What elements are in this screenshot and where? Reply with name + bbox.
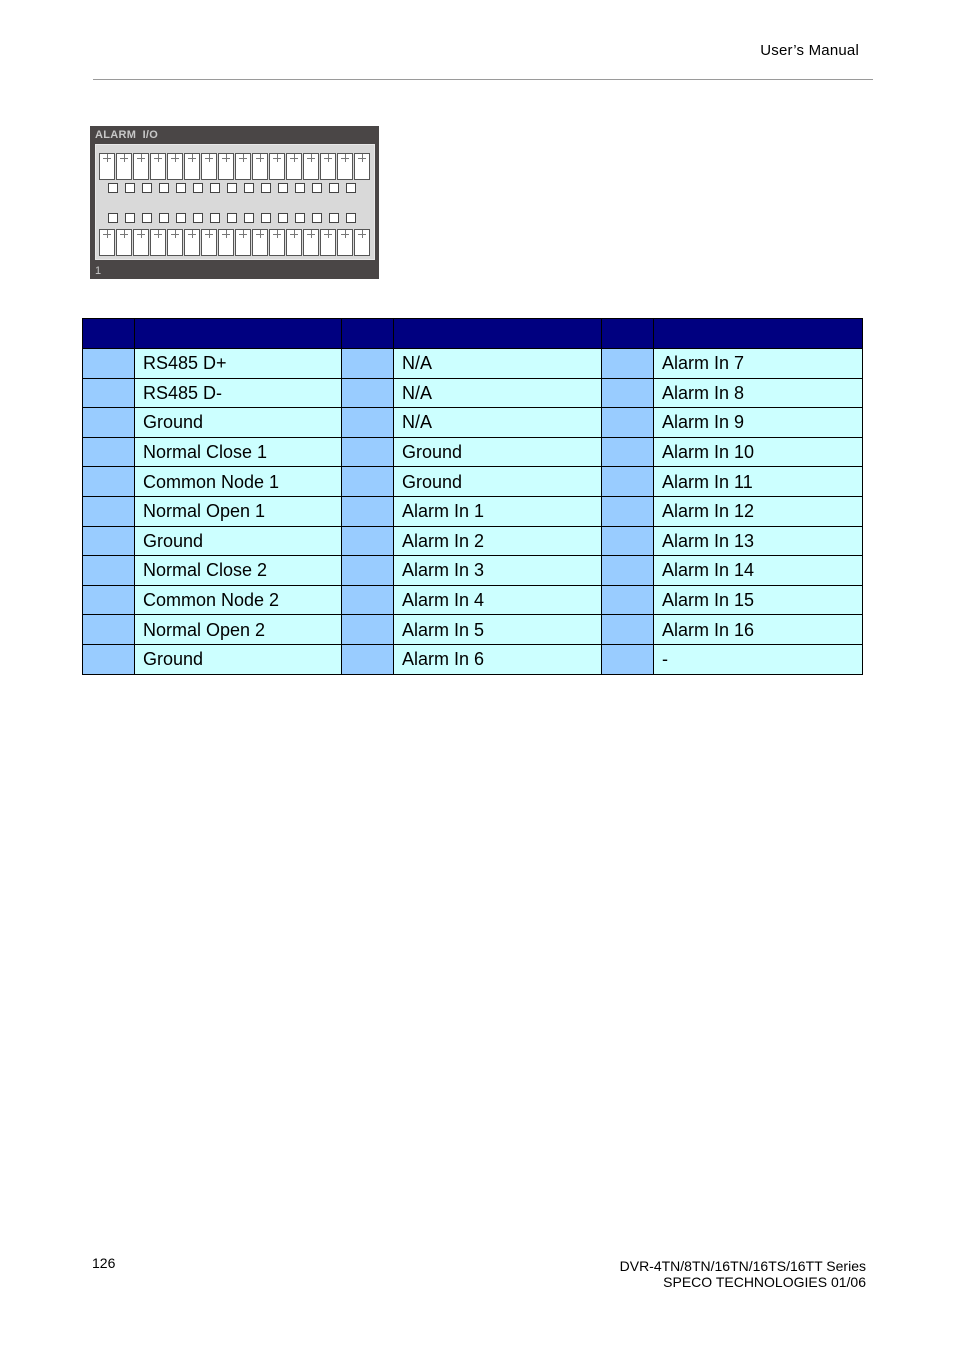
terminal-screw — [252, 229, 268, 256]
terminal-indicator — [329, 183, 339, 193]
pin-cell — [602, 349, 654, 379]
pin-cell — [602, 526, 654, 556]
header-cell — [602, 319, 654, 349]
function-cell: Normal Close 2 — [135, 556, 342, 586]
pin-cell — [602, 467, 654, 497]
pin-cell — [342, 644, 394, 674]
terminal-screw — [116, 229, 132, 256]
terminal-screw — [320, 229, 336, 256]
terminal-indicator — [261, 213, 271, 223]
header-cell — [342, 319, 394, 349]
pin-cell — [342, 556, 394, 586]
running-header: User’s Manual — [760, 42, 859, 59]
function-cell: RS485 D+ — [135, 349, 342, 379]
terminal-screw — [269, 229, 285, 256]
terminal-screw — [201, 229, 217, 256]
pin-cell — [83, 408, 135, 438]
terminal-indicator — [227, 183, 237, 193]
terminal-indicator — [278, 213, 288, 223]
pin-cell — [602, 585, 654, 615]
table-row — [83, 378, 863, 408]
terminal-indicator — [193, 183, 203, 193]
function-cell: Alarm In 13 — [654, 526, 863, 556]
terminal-screw — [218, 153, 234, 180]
table-row — [83, 585, 863, 615]
terminal-indicator — [261, 183, 271, 193]
terminal-screw — [252, 153, 268, 180]
terminal-screw — [235, 229, 251, 256]
terminal-screw — [303, 153, 319, 180]
terminal-indicator — [159, 213, 169, 223]
bottom-terminal-row — [99, 229, 371, 256]
panel-title: ALARM I/O — [95, 129, 159, 141]
header-divider — [93, 79, 873, 80]
terminal-screw — [99, 229, 115, 256]
pin-cell — [83, 437, 135, 467]
terminal-screw — [235, 153, 251, 180]
pin-cell — [342, 585, 394, 615]
panel-pin-one-label: 1 — [95, 265, 102, 277]
pin-cell — [342, 496, 394, 526]
terminal-screw — [320, 153, 336, 180]
function-cell: Ground — [135, 408, 342, 438]
terminal-indicator — [329, 213, 339, 223]
function-cell: Ground — [394, 437, 602, 467]
header-cell — [83, 319, 135, 349]
pin-cell — [342, 467, 394, 497]
terminal-screw — [167, 153, 183, 180]
footer-company: SPECO TECHNOLOGIES 01/06 — [663, 1274, 866, 1290]
pin-cell — [83, 467, 135, 497]
function-cell: Alarm In 8 — [654, 378, 863, 408]
function-cell: Ground — [135, 526, 342, 556]
terminal-indicator — [108, 183, 118, 193]
function-cell: Alarm In 6 — [394, 644, 602, 674]
function-cell: Normal Close 1 — [135, 437, 342, 467]
pin-cell — [602, 556, 654, 586]
pin-cell — [83, 556, 135, 586]
function-cell: Common Node 1 — [135, 467, 342, 497]
terminal-screw — [133, 153, 149, 180]
page-footer — [620, 1258, 866, 1290]
terminal-indicator — [193, 213, 203, 223]
terminal-indicator — [176, 183, 186, 193]
alarm-io-panel-image — [90, 126, 379, 279]
header-cell — [394, 319, 602, 349]
pin-cell — [602, 615, 654, 645]
table-row — [83, 408, 863, 438]
pin-cell — [602, 437, 654, 467]
terminal-screw — [99, 153, 115, 180]
terminal-screw — [354, 153, 370, 180]
terminal-indicator — [312, 213, 322, 223]
function-cell: Alarm In 7 — [654, 349, 863, 379]
function-cell: Alarm In 2 — [394, 526, 602, 556]
page-number: 126 — [92, 1255, 116, 1271]
function-cell: Alarm In 3 — [394, 556, 602, 586]
terminal-indicator — [142, 213, 152, 223]
terminal-screw — [184, 229, 200, 256]
pin-cell — [342, 615, 394, 645]
header-cell — [135, 319, 342, 349]
pin-cell — [342, 349, 394, 379]
table-row — [83, 496, 863, 526]
function-cell: - — [654, 644, 863, 674]
function-cell: Alarm In 10 — [654, 437, 863, 467]
terminal-indicator — [210, 213, 220, 223]
terminal-indicator — [210, 183, 220, 193]
terminal-screw — [167, 229, 183, 256]
terminal-screw — [150, 153, 166, 180]
terminal-indicator — [244, 213, 254, 223]
pin-cell — [83, 644, 135, 674]
pin-cell — [602, 644, 654, 674]
table-row — [83, 644, 863, 674]
alarm-pin-table — [82, 318, 863, 675]
function-cell: Alarm In 9 — [654, 408, 863, 438]
terminal-screw — [201, 153, 217, 180]
pin-cell — [83, 496, 135, 526]
pin-cell — [602, 408, 654, 438]
terminal-screw — [286, 153, 302, 180]
terminal-screw — [184, 153, 200, 180]
pin-cell — [83, 526, 135, 556]
pin-cell — [83, 378, 135, 408]
pin-cell — [342, 378, 394, 408]
table-row — [83, 526, 863, 556]
terminal-indicator — [176, 213, 186, 223]
function-cell: Normal Open 1 — [135, 496, 342, 526]
function-cell: Common Node 2 — [135, 585, 342, 615]
terminal-indicator — [346, 213, 356, 223]
pin-cell — [83, 349, 135, 379]
terminal-indicator — [295, 213, 305, 223]
terminal-indicator — [108, 213, 118, 223]
terminal-screw — [116, 153, 132, 180]
function-cell: Alarm In 11 — [654, 467, 863, 497]
function-cell: Alarm In 5 — [394, 615, 602, 645]
function-cell: Alarm In 14 — [654, 556, 863, 586]
pin-cell — [83, 615, 135, 645]
pin-cell — [602, 378, 654, 408]
pin-cell — [342, 408, 394, 438]
table-row — [83, 556, 863, 586]
table-row — [83, 437, 863, 467]
table-header-row — [83, 319, 863, 349]
function-cell: Alarm In 1 — [394, 496, 602, 526]
top-indicator-row — [108, 183, 363, 193]
top-terminal-row — [99, 153, 371, 180]
terminal-screw — [337, 229, 353, 256]
table-row — [83, 467, 863, 497]
function-cell: N/A — [394, 349, 602, 379]
pin-cell — [342, 526, 394, 556]
function-cell: Alarm In 15 — [654, 585, 863, 615]
terminal-indicator — [125, 183, 135, 193]
terminal-screw — [286, 229, 302, 256]
function-cell: Alarm In 16 — [654, 615, 863, 645]
terminal-indicator — [142, 183, 152, 193]
function-cell: Normal Open 2 — [135, 615, 342, 645]
terminal-indicator — [227, 213, 237, 223]
terminal-indicator — [159, 183, 169, 193]
bottom-indicator-row — [108, 213, 363, 223]
pin-cell — [602, 496, 654, 526]
terminal-screw — [269, 153, 285, 180]
terminal-indicator — [295, 183, 305, 193]
terminal-screw — [337, 153, 353, 180]
terminal-block — [95, 144, 375, 260]
terminal-indicator — [125, 213, 135, 223]
footer-series: DVR-4TN/8TN/16TN/16TS/16TT Series — [619, 1258, 866, 1274]
terminal-indicator — [278, 183, 288, 193]
function-cell: N/A — [394, 408, 602, 438]
terminal-indicator — [244, 183, 254, 193]
function-cell: RS485 D- — [135, 378, 342, 408]
terminal-screw — [354, 229, 370, 256]
pin-cell — [83, 585, 135, 615]
table-row — [83, 349, 863, 379]
function-cell: Alarm In 4 — [394, 585, 602, 615]
function-cell: Alarm In 12 — [654, 496, 863, 526]
terminal-screw — [218, 229, 234, 256]
pin-cell — [342, 437, 394, 467]
terminal-screw — [303, 229, 319, 256]
terminal-screw — [133, 229, 149, 256]
function-cell: N/A — [394, 378, 602, 408]
function-cell: Ground — [394, 467, 602, 497]
table-row — [83, 615, 863, 645]
function-cell: Ground — [135, 644, 342, 674]
terminal-indicator — [312, 183, 322, 193]
terminal-indicator — [346, 183, 356, 193]
header-cell — [654, 319, 863, 349]
terminal-screw — [150, 229, 166, 256]
